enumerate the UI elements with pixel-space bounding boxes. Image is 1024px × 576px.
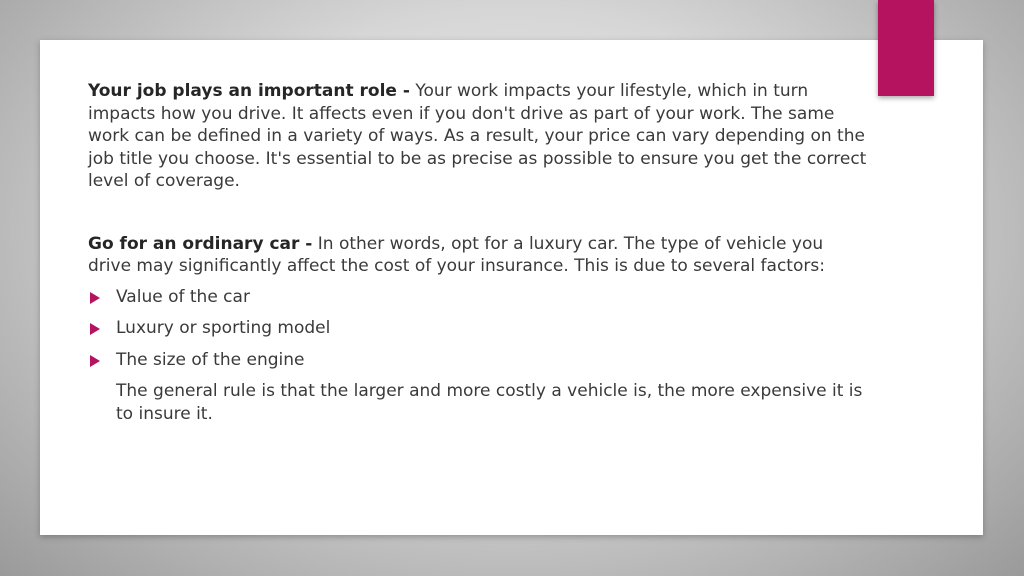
triangle-bullet-icon: [90, 292, 100, 304]
list-item: [88, 317, 868, 340]
triangle-bullet-icon: [90, 355, 100, 367]
factor-list: [88, 286, 868, 372]
list-item-text: Luxury or sporting model: [116, 318, 331, 338]
paragraph-body: Your work impacts your lifestyle, which in turn impacts how you drive. It affects even if you don't drive as part of your work. The same work can be defined in a variety of ways. As a result, your price can vary depending on the job title you choose. It's essential to be as precise as possible to ensure you get the correct level of coverage.: [88, 81, 867, 191]
list-item-text: Value of the car: [116, 286, 250, 307]
accent-tab: [878, 0, 934, 96]
general-rule-note: The general rule is that the larger and more costly a vehicle is, the more expensive it is to insure it.: [116, 381, 863, 424]
paragraph-job-role: [88, 80, 868, 193]
paragraph-lead: Your job plays an important role -: [88, 81, 410, 101]
paragraph-body: In other words, opt for a luxury car. The type of vehicle you drive may significantly affect the cost of your insurance. This is due to several factors:: [88, 233, 825, 276]
triangle-bullet-icon: [90, 323, 100, 335]
list-item: [88, 349, 868, 372]
slide-content: [88, 80, 868, 425]
list-item: [88, 286, 868, 309]
paragraph-lead: Go for an ordinary car -: [88, 233, 313, 254]
list-item-text: The size of the engine: [116, 349, 305, 370]
paragraph-ordinary-car: [88, 233, 868, 278]
